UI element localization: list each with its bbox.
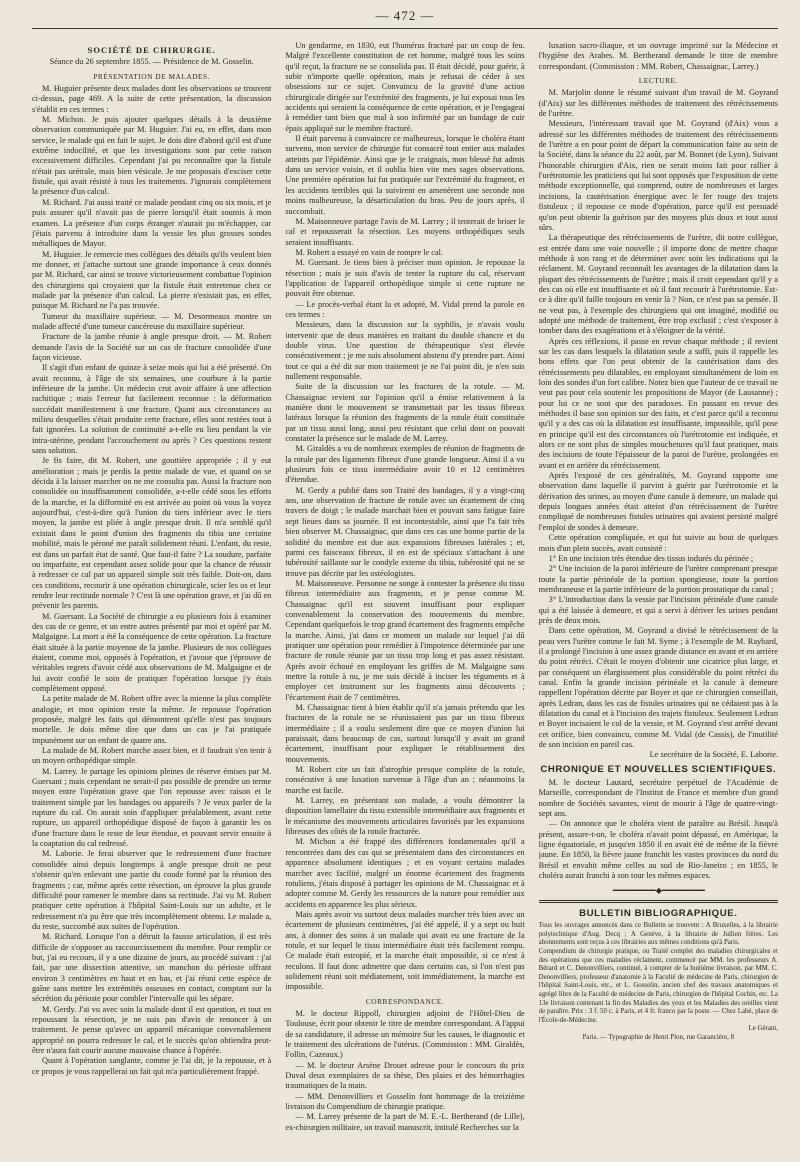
- col2-paragraph: M. Gerdy a publié dans son Traité des bandages, il y a vingt-cinq ans, une observation de fracture de rotule avec un écartement de cinq travers de doigt ; le malade marchait bien et pouvait sans fatigue faire sept lieues dans sa journée. Il est incontestable, ainsi que l'a fait très bien observer M. Chassaignac, que dans ces cas une bonne partie de la solidité du membre est due aux expansions fibreuses latérales ; et, parmi ces faisceaux fibreux, il en est de spéciaux s'attachant à une tubérosité saillante sur le condyle externe du tibia, tubérosité qui ne se trouve pas décrite par les ostéologistes.: [285, 485, 525, 578]
- col2-paragraph: CORRESPONDANCE.: [365, 996, 445, 1006]
- col2-paragraph: — Le procès-verbal étant lu et adopté, M. Vidal prend la parole en ces termes :: [285, 299, 525, 319]
- col3-paragraph: Après ces réflexions, il passe en revue chaque méthode ; il revient sur les cas dans lesquels la dilatation seule a suffi, puis il rappelle les bons effets que l'on peut obtenir de la cautérisation dans des rétrécissements peu dilatables, en employant simultanément de loin en loin des sondes d'un fort calibre. Notez bien que l'auteur de ce travail ne veut pas pour cela soutenir les propositions de Mayor (de Lausanne) ; pour lui ce ne sont que des paradoxes. En passant en revue des méthodes il base son opinion sur des faits, et c'est parce qu'il a reconnu qu'il y a des cas où la dilatation est insuffisante, impossible, qu'il pose en principe qu'il est des circonstances où l'urétrotomie est indiquée, et alors ce ne sont plus de simples mouchetures qu'il faut pratiquer, mais des incisions de toute l'épaisseur de la paroi de l'urètre, prolongées en avant et en arrière du rétrécissement.: [538, 336, 778, 470]
- col1-paragraph: M. Richard. J'ai aussi traité ce malade pendant cinq ou six mois, et je puis assurer qu'il n'avait pas de pierre lorsqu'il était soumis à mon examen. La présence d'un corps étranger n'aurait pu m'échapper, car j'étais parvenu à introduire dans la vessie les plus grosses sondes métalliques de Mayor.: [32, 197, 272, 249]
- column-3-body: [539, 41, 778, 882]
- col3-paragraph: La thérapeutique des rétrécissements de l'urètre, dit notre collègue, est entrée dans une voie nouvelle ; il importe donc de mettre chaque méthode à son rang et de déterminer avec soin les indications qui la réclament. M. Goyrand reconnaît les avantages de la dilatation dans la plupart des rétrécissements de l'urètre ; mais il croit cependant qu'il y a des cas où elle est insuffisante et où il faut recourir à l'urétrotomie. Est-ce à dire qu'il faille toujours en venir là ? Non, ce n'est pas sa pensée. Il ne veut pas, à l'exemple des chirurgiens qui ont imaginé, modifié ou adopté une méthode de traitement, être trop exclusif ; c'est s'exposer à tomber dans des exagérations et à s'éloigner de la vérité.: [538, 233, 778, 336]
- columns: [32, 41, 778, 1139]
- col2-paragraph: M. Giraldès a vu de nombreux exemples de réunion de fragments de la rotule par des ligaments fibreux d'une grande longueur. Ainsi il a vu plusieurs fois ce tissu intermédiaire avoir 10 et 12 centimètres d'étendue.: [285, 444, 525, 485]
- col2-paragraph: M. Larrey, en présentant son malade, a voulu démontrer la disposition lamellaire du tissu extensible intermédiaire aux fragments et le mécanisme des mouvements articulaires favorisés par les expansions fibreuses des côtés de la rotule fracturée.: [285, 796, 525, 837]
- col2-paragraph: Il était parvenu à convaincre ce malheureux, lorsque le choléra étant survenu, mon service de chirurgie fut consacré tout entier aux malades atteints par l'épidémie. Ainsi que je le craignais, mon blessé fut admis dans un service voisin, et il oublia bien vite mes sages observations. Une première opération lui fut pratiquée sur l'extrémité du fragment, et les accidents terribles qui la suivirent en amenèrent une seconde non moins malheureuse, la désarticulation du bras. Peu de jours après, il succombait.: [285, 134, 525, 216]
- col2-paragraph: — M. Larrey présente de la part de M. E.-L. Bertherand (de Lille), ex-chirurgien militaire, un travail manuscrit, intitulé Recherches sur la: [285, 1112, 525, 1132]
- col3-paragraph: Messieurs, l'intéressant travail que M. Goyrand (d'Aix) vous a adressé sur les différentes méthodes de traitement des rétrécissements de l'urètre a en pour point de départ la communication faite au sein de la Société, dans la séance du 22 août, par M. Bonnet (de Lyon). Suivant l'honorable chirurgien d'Aix, rien ne serait moins fait pour rallier à l'urétrotomie les praticiens qui lui sont opposés que l'exposition de cette méthode exceptionnelle, qui comprend, outre de nombreuses et larges incisions, la cautérisation énergique avec le fer rouge des trajets fistuleux ; il repousse ce mode d'opération, parce qu'il est persuadé qu'on peut obtenir la guérison par des moyens plus doux et tout aussi sûrs.: [538, 119, 778, 232]
- col1-paragraph: Tumeur du maxillaire supérieur. — M. Desormeaux montre un malade affecté d'une tumeur cancéreuse du maxillaire supérieur.: [32, 311, 272, 331]
- col1-paragraph: Je fis faire, dit M. Robert, une gouttière appropriée ; il y eut amélioration ; mais je perdis la petite malade de vue, et quand on se décida à la laisser marcher on ne me consulta pas. Aussi la fracture non consolidée ou insuffisamment consolidée, a-t-elle cédé sous les efforts de la marche, et la difformité en est arrivée au point où vous la voyez aujourd'hui, c'est-à-dire qu'à l'union du tiers inférieur avec le tiers moyen, la jambe est pliée à angle presque droit. Il m'a semblé qu'il existait dans le point d'union des fragments du tibia une certaine mobilité, mais le péroné me paraît solidement réuni. L'enfant, du reste, est dans un parfait état de santé. Que faut-il faire ? La soudure, parfaite ou imparfaite, est cependant assez solide pour que la chance de réussir à redresser ce cal par un appareil simple soit très faible. Doit-on, dans ces conditions, recourir à une opération chirurgicale, scier les os et leur rendre leur rectitude normale ? C'est là une opération grave, et j'ai dû en prévenir les parents.: [32, 456, 272, 611]
- col2-paragraph: Messieurs, dans la discussion sur la syphilis, je n'avais voulu intervenir que de deux manières en traitant du double chancre et du double virus. Une question de thérapeutique s'est élevée consécutivement ; je me suis absolument abstenu d'y prendre part. Ainsi tout ce qui a été dit sur mon traitement je ne l'ai point dit, je n'en suis nullement responsable.: [285, 320, 525, 381]
- col3-paragraph: luxation sacro-iliaque, et un ouvrage imprimé sur la Médecine et l'hygiène des Arabes. M. Bertherand demande le titre de membre correspondant. (Commission : MM. Robert, Chassaignac, Larrey.): [538, 41, 778, 71]
- col1-paragraph: M. Huguier. Je remercie mes collègues des détails qu'ils veulent bien me donner, et j'attache surtout une grande importance à ceux donnés par M. Richard, car ainsi se trouve victorieusement combattue l'opinion des chirurgiens qui croyaient que la fistule était entretenue chez ce malade par la présence d'un calcul. La pierre n'existait pas, en effet, puisque M. Richard ne l'a pas trouvée.: [32, 249, 272, 311]
- col1-paragraph: PRÉSENTATION DE MALADES.: [93, 71, 211, 81]
- col3-paragraph: Dans cette opération, M. Goyrand a divisé le rétrécissement de la peau vers l'urètre comme le fait M. Syme ; à l'exemple de M. Raybard, il a prolongé l'incision à une assez grande distance en avant et en arrière du point rétréci. C'était le moyen d'obtenir une cicatrice plus large, et par conséquent un élargissement plus considérable du point rétréci du canal. Enfin la grande incision périnéale et la canule à demeure rappellent l'opération décrite par Boyer et que ce chirurgien conseillait, après Ledran, dans les cas de fistules urinaires qui ne cédaient pas à la dilatation du canal et à l'incision des trajets fistuleux. Seulement Ledran et Boyer incisaient le col de la vessie, et M. Goyrand s'est arrêté devant cet orifice, bien convaincu, comme M. Vidal (de Cassis), de l'inutilité de son incision en pareil cas.: [538, 626, 778, 750]
- bibliography-heading: BULLETIN BIBLIOGRAPHIQUE.: [579, 907, 738, 919]
- col2-paragraph: M. le docteur Rippoll, chirurgien adjoint de l'Hôtel-Dieu de Toulouse, écrit pour obtenir le titre de membre correspondant. A l'appui de sa candidature, il adresse un mémoire Sur les causes, le diagnostic et le traitement des ulcérations de l'utérus. (Commission : MM. Giraldès, Follin, Cazeaux.): [285, 1008, 525, 1060]
- printer-imprint: Paris. — Typographie de Henri Plon, rue Garancière, 8: [582, 1033, 735, 1041]
- col1-paragraph: SOCIÉTÉ DE CHIRURGIE.: [87, 45, 216, 55]
- col1-paragraph: M. Guersant. La Société de chirurgie a eu plusieurs fois à examiner des cas de ce genre, et un entre autres présenté par moi et opéré par M. Malgaigne. La mort a été la conséquence de cette opération. La fracture était située à la partie moyenne de la jambe. Plusieurs de nos collègues étaient, comme moi, opposés à l'opération, et j'avoue que j'éprouve de véritables regrets d'avoir cédé aux observations de M. Malgaigne et de lui avoir confié le soin de pratiquer l'opération lorsque j'y étais complètement opposé.: [32, 611, 272, 693]
- col3-paragraph: 3° L'introduction dans la vessie par l'incision périnéale d'une canule qui a été laissée à demeure, et qui a servi à dériver les urines pendant près de deux mois.: [538, 595, 778, 625]
- col2-paragraph: Suite de la discussion sur les fractures de la rotule. — M. Chassaignac revient sur l'opinion qu'il a émise relativement à la manière dont le mouvement se transmettait par les tissus fibreux latéraux lorsque la réunion des fragments de la rotule était constituée par un tissu aussi long, aussi peu résistant que celui dont on pouvait constater la présence sur le malade de M. Larrey.: [285, 382, 525, 444]
- col2-paragraph: — M. le docteur Arsène Drouet adresse pour le concours du prix Duval deux exemplaires de sa thèse, Des plaies et des hémorrhagies traumatiques de la main.: [285, 1060, 525, 1091]
- col2-paragraph: M. Michon a été frappé des différences fondamentales qu'il a rencontrées dans des cas qui se présentaient dans des circonstances en apparence absolument identiques ; et en voyant certains malades marcher avec facilité, malgré un énorme écartement des fragments rotuliens, j'étais disposé à partager les opinions de M. Chassaignac et à adopter comme M. Gerdy les ressources de la nature pour remédier aux accidents en apparence les plus sérieux.: [285, 837, 525, 909]
- col3-paragraph: — On annonce que le choléra vient de paraître au Brésil. Jusqu'à présent, assure-t-on, le choléra n'avait point dépassé, en Amérique, la ligne équatoriale, et jusqu'en 1850 il en avait été de même de la fièvre jaune. En 1850, la fièvre jaune franchit les vastes provinces du nord du Brésil et envahit même celles au sud de Rio-Janeiro ; en 1855, le choléra aurait franchi à son tour les mêmes espaces.: [538, 819, 778, 881]
- col2-paragraph: M. Maisonneuve partage l'avis de M. Larrey ; il tenterait de briser le cal et repousserait la résection. Les moyens orthopédiques seuls seraient insuffisants.: [285, 216, 525, 247]
- bibliography-intro: Tous les ouvrages annoncés dans ce Bulletin se trouvent : A Bruxelles, à la librairie polytechnique d'Aug. Decq ; A Genève, à la librairie de Jullien frères. Les abonnements sont reçus à ces librairies aux mêmes conditions qu'à Paris.: [538, 922, 778, 947]
- bibliography-section: [539, 922, 778, 1042]
- col3-paragraph: 2° Une incision de la paroi inférieure de l'urètre comprenant presque toute la partie périnéale de la portion spongieuse, toute la portion membraneuse et la partie inférieure de la portion prostatique du canal ;: [538, 564, 778, 594]
- col1-paragraph: Séance du 26 septembre 1855. — Présidence de M. Gosselin.: [49, 57, 254, 67]
- col3-paragraph: Après l'exposé de ces généralités, M. Goyrand rapporte une observation dans laquelle il parvint à guérir par l'urétrotomie et la dérivation des urines, au moyen d'une canule à demeure, un malade qui depuis longues années était atteint d'un rétrécissement de l'urètre compliqué de nombreuses fistules urinaires qui avaient persisté malgré l'emploi de sondes à demeure.: [538, 471, 778, 532]
- col1-paragraph: Quant à l'opération sanglante, comme je l'ai dit, je la repousse, et à ce propos je vous rappellerai un fait qui m'a particulièrement frappé.: [32, 1056, 272, 1076]
- ornamental-divider: ━━━━━━━━━━━ ◆ ━━━━━━━━━━━: [612, 885, 704, 895]
- col1-paragraph: M. Gerdy. J'ai vu avec soin la malade dont il est question, et tout en repoussant la résection, je ne suis pas d'avis de renoncer à un traitement. Je pense qu'avec un appareil mécanique convenablement approprié on pourra redresser le cal, et le succès qu'on obtiendra peut-être n'aura fait courir aucune mauvaise chance à l'opérée.: [32, 1004, 272, 1055]
- col2-paragraph: M. Robert cite un fait d'atrophie presque complète de la rotule, consécutive à une luxation survenue à l'âge d'un an ; néanmoins la marche est facile.: [285, 765, 525, 795]
- col1-paragraph: La petite malade de M. Robert offre avec la mienne la plus complète analogie, et mon opinion reste la même. Je repousse l'opération proposée, malgré les faits qui démontrent qu'elle n'est pas toujours mortelle. Je dois même dire que dans un cas je l'ai pratiquée impunément sur un enfant de quatre ans.: [32, 694, 272, 745]
- col2-paragraph: — MM. Denonvilliers et Gosselin font hommage de la treizième livraison du Compendium de chirurgie pratique.: [285, 1091, 525, 1112]
- col3-paragraph: M. Marjolin donne le résumé suivant d'un travail de M. Goyrand (d'Aix) sur les différentes méthodes de traitement des rétrécissements de l'urètre.: [538, 88, 778, 119]
- page-number: — 472 —: [375, 8, 435, 23]
- col1-paragraph: La malade de M. Robert marche assez bien, et il faudrait s'en tenir à un moyen orthopédique simple.: [32, 746, 272, 766]
- col1-paragraph: M. Huguier présente deux malades dont les observations se trouvent ci-dessus, page 469. A la suite de cette présentation, la discussion s'établit en ces termes :: [32, 84, 272, 114]
- bibliography-entry: Compendium de chirurgie pratique, ou Traité complet des maladies chirurgicales et des opérations que ces maladies réclament, commencé par MM. les professeurs A. Bérard et C. Denonvilliers, continué, à compter de la huitième livraison, par MM. C. Denonvilliers, professeur d'anatomie à la Faculté de médecine de Paris, chirurgien de l'hôpital Saint-Louis, etc., et L. Gosselin, ancien chef des travaux anatomiques et agrégé libre de la Faculté de médecine de Paris, chirurgien de l'hôpital Cochin, etc. La 13e livraison contenant la fin des Maladies des yeux et les Maladies des oreilles vient de paraître. Prix : 3 f. 50 c. à Paris, et 4 fr. franco par la poste. — Chez Labé, place de l'École-de-Médecine.: [538, 947, 778, 1024]
- col3-paragraph: Cette opération compliquée, et qui fut suivie au bout de quelques mois d'un plein succès, avait consisté :: [538, 533, 778, 553]
- col2-paragraph: Un gendarme, en 1830, eut l'humérus fracturé par un coup de feu. Malgré l'excellente constitution de cet homme, malgré tous les soins qu'il reçut, la fracture ne se consolida pas. Il était décidé, pour guérir, à subir n'importe quelle opération, mais je refusai de céder à ses obsessions sur ce sujet. Convaincu de la gravité d'une action chirurgicale dirigée sur l'extrémité des fragments, je lui exposai tous les accidents qui seraient la conséquence de cette opération, et je l'engageai à remédier tant bien que mal à son infirmité par un bandage de cuir épais appliqué sur le membre fracturé.: [285, 41, 525, 133]
- double-rule: [539, 900, 778, 903]
- col1-paragraph: M. Michon. Je puis ajouter quelques détails à la deuxième observation communiquée par M. Huguier. J'ai eu, en effet, dans mon service, le malade qui en fait le sujet. Je dois dire d'abord qu'il est d'une extrême indocilité, et que les investigations sont par cette raison excessivement difficiles. Cependant j'ai pu reconnaître que la fistule n'était pas urétrale, mais bien vésicale. Je me proposais d'exciser cette fistule, qui avait résisté à tous les traitements. J'ignorais complètement la présence d'un calcul.: [32, 115, 272, 197]
- col1-paragraph: Il s'agit d'un enfant de quinze à seize mois qui lui a été présenté. On avait reconnu, à l'âge de six semaines, une courbure à la partie inférieure de la jambe. Un médecin crut avoir affaire à une affection rachitique ; mais l'erreur fut facilement reconnue : la déformation succédait manifestement à une fracture. Quant aux circonstances au milieu desquelles s'était produite cette fracture, elles sont restées tout à fait ignorées. La solution de continuité a-t-elle eu lieu pendant la vie intra-utérine, pendant l'accouchement ou après ? Ces questions restent sans solution.: [32, 363, 272, 456]
- col3-paragraph: LECTURE.: [638, 76, 678, 86]
- gerant-signature: Le Gérant,: [748, 1025, 778, 1033]
- col2-paragraph: M. Robert a essayé en vain de rompre le cal.: [295, 247, 444, 257]
- col1-paragraph: Fracture de la jambe réunie à angle presque droit. — M. Robert demande l'avis de la Société sur un cas de fracture consolidée d'une façon vicieuse.: [32, 332, 272, 362]
- col3-paragraph: 1° En une incision très étendue des tissus indurés du périnée ;: [548, 553, 754, 563]
- col3-paragraph: CHRONIQUE ET NOUVELLES SCIENTIFIQUES.: [540, 763, 777, 775]
- col3-paragraph: M. le docteur Lautard, secrétaire perpétuel de l'Académie de Marseille, correspondant de l'Institut de France et membre d'un grand nombre de Sociétés savantes, vient de mourir à l'âge de quatre-vingt-sept ans.: [538, 778, 778, 819]
- col1-paragraph: M. Laborie. Je ferai observer que le redressement d'une fracture consolidée ainsi depuis longtemps à angle presque droit ne peut s'obtenir qu'en enlevant une partie du coude formé par la réunion des fragments ; car, même après cette résection, on éprouve la plus grande difficulté pour ramener le membre dans sa rectitude. J'ai vu M. Robert pratiquer cette opération à l'hôpital Saint-Louis sur un adulte, et le redressement n'a pu être que très incomplètement obtenu. Le malade a, du reste, succombé aux suites de l'opération.: [32, 849, 272, 931]
- col2-paragraph: M. Chassaignac tient à bien établir qu'il n'a jamais prétendu que les fractures de la rotule ne se réunissaient pas par un tissu fibreux intermédiaire ; il a voulu seulement dire que ce moyen d'union lui paraissait, dans beaucoup de cas, surtout lorsqu'il y avait un grand écartement, insuffisant pour expliquer le rétablissement des mouvements.: [285, 703, 525, 764]
- col2-paragraph: M. Guersant. Je tiens bien à préciser mon opinion. Je repousse la résection ; mais je suis d'avis de tenter la rupture du cal, réservant l'application de l'appareil orthopédique simple si cette rupture ne pouvait être obtenue.: [285, 258, 525, 299]
- top-rule: [32, 28, 778, 29]
- col1-paragraph: M. Richard. Lorsque l'on a détruit la fausse articulation, il est très difficile de s'opposer au raccourcissement du membre. Pour remplir ce but, j'ai eu recours, il y a une dizaine de jours, au procédé suivant : j'ai fait, par une dissection attentive, un manchon du périoste offrant environ 3 centimètres en haut et en bas, et j'ai réuni cette espèce de gaîne sans mettre les extrémités osseuses en contact, comptant sur la sécrétion du périoste pour combler l'intervalle qui les sépare.: [32, 932, 272, 1004]
- column-3: [539, 41, 778, 1139]
- column-1: [32, 41, 271, 1139]
- col2-paragraph: M. Maisonneuve. Personne ne songe à contester la présence du tissu fibreux intermédiaire aux fragments, et je pense comme M. Chassaignac qu'il est souvent insuffisant pour expliquer convenablement la conservation des mouvements du membre. Cependant quelquefois le trop grand écartement des fragments empêche la marche. Ainsi, j'ai dans ce moment un malade sur lequel j'ai dû pratiquer une opération pour remédier à l'impotence déterminée par une fracture de rotule réunie par un tissu trop long et pas assez résistant. Après avoir échoué en employant les griffes de M. Malgaigne sans mettre la rotule à nu, je me suis décidé à inciser les téguments et à employer cet instrument sur les fragments ainsi découverts ; l'écartement était de 7 centimètres.: [285, 578, 525, 702]
- column-2: [285, 41, 524, 1139]
- col1-paragraph: M. Larrey. Je partage les opinions pleines de réserve émises par M. Guersant ; mais cependant ne serait-il pas possible de prendre un terme moyen entre l'opération grave que l'on repousse avec raison et le traitement simple par les bandages ou appareils ? Je veux parler de la rupture du cal. On aurait soin d'appliquer préalablement, avant cette rupture, un appareil orthopédique disposé de façon à garantir les os d'une fracture dans le reste de leur étendue, et pouvant servir ensuite à la coaptation du cal redressé.: [32, 766, 272, 849]
- col3-paragraph: Le secrétaire de la Société, E. Laborie.: [649, 750, 778, 760]
- col2-paragraph: Mais après avoir vu surtout deux malades marcher très bien avec un écartement de plusieurs centimètres, j'ai été appelé, il y a sept ou huit ans, à donner des soins à un malade qui avait eu une fracture de la rotule, et sur lequel le tissu intermédiaire était très facilement rompu. Ce malade était estropié, et la marche était impossible, si ce n'est à reculons. Il faut donc admettre que dans certains cas, si l'on n'est pas solidement réuni soit médiatement, soit immédiatement, la marche est impossible.: [285, 909, 525, 992]
